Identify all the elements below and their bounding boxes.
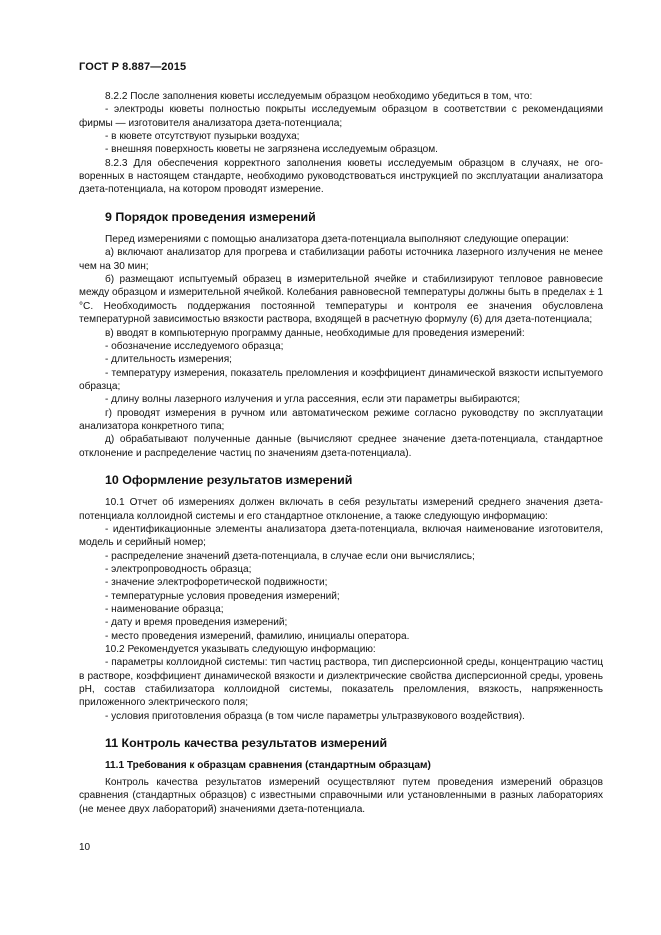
paragraph: в) вводят в компьютерную программу данные, необходимые для проведения измерений:: [105, 327, 525, 339]
list-item: - длительность измерения;: [105, 354, 232, 366]
list-item: - длину волны лазерного излучения и угла рассеяния, если эти параметры выбираются;: [105, 394, 521, 406]
paragraph: 10.1 Отчет об измерениях должен включать в себя результаты измерений среднего значения дзета-потенциала коллоидной системы и его стандартное отклонение, а также следующую информацию:: [79, 497, 603, 522]
paragraph: 10.2 Рекомендуется указывать следующую информацию:: [105, 644, 376, 656]
paragraph: б) размещают испытуемый образец в измерительной ячейке и стабилизируют тепловое равновесие между образцом и измерительной ячейкой. Колебания равновесной температуры должны быть в пределах ± 1 °С. Необходимость поддержания постоянной температуры и контроля ее значения обусловлена температурной зависимостью вязкости раствора, входящей в расчетную формулу (6) для дзета-потенциала;: [79, 274, 603, 326]
subsection-heading: 11.1 Требования к образцам сравнения (стандартным образцам): [105, 760, 431, 772]
section-heading: 10 Оформление результатов измерений: [105, 472, 353, 487]
list-item: - условия приготовления образца (в том числе параметры ультразвукового воздействия).: [105, 710, 525, 722]
paragraph: г) проводят измерения в ручном или автоматическом режиме согласно руководству по эксплуатации анализатора конкретного типа;: [79, 407, 603, 432]
paragraph: д) обрабатывают полученные данные (вычисляют среднее значение дзета-потенциала, стандартное отклонение и распределение частиц по значениям дзета-потенциала).: [79, 434, 603, 459]
list-item: - температуру измерения, показатель преломления и коэффициент динамической вязкости испытуемого образца;: [79, 367, 603, 392]
list-item: - электропроводность образца;: [105, 564, 252, 575]
list-item: - наименование образца;: [105, 604, 224, 616]
section-heading: 9 Порядок проведения измерений: [105, 209, 316, 224]
paragraph: 8.2.3 Для обеспечения корректного заполнения кюветы исследуемым образцом в случаях, не оговоренных в настоящем стандарте, необходимо руководствоваться инструкцией по эксплуатации анализатора дзета-потенциала, на котором проводят измерение.: [79, 157, 603, 196]
section-heading: 11 Контроль качества результатов измерений: [105, 736, 388, 751]
paragraph: а) включают анализатор для прогрева и стабилизации работы источника лазерного излучения не менее чем на 30 мин;: [79, 247, 603, 272]
paragraph: Контроль качества результатов измерений осуществляют путем проведения измерений образцов сравнения (стандартных образцов) с известными справочными или установленными в разных лабораториях (не менее двух лабораторий) значениями дзета-потенциала.: [79, 776, 603, 815]
document-body: [79, 90, 603, 816]
list-item: - распределение значений дзета-потенциала, в случае если они вычислялись;: [105, 550, 475, 562]
page-number: 10: [79, 842, 91, 853]
list-item: - обозначение исследуемого образца;: [105, 340, 284, 352]
list-item: - внешняя поверхность кюветы не загрязнена исследуемым образцом.: [105, 144, 438, 156]
paragraph: 8.2.2 После заполнения кюветы исследуемым образцом необходимо убедиться в том, что:: [105, 91, 533, 102]
list-item: - значение электрофоретической подвижности;: [105, 577, 328, 589]
paragraph: Перед измерениями с помощью анализатора дзета-потенциала выполняют следующие операции:: [105, 234, 569, 246]
list-item: - идентификационные элементы анализатора дзета-потенциала, включая наименование изготовителя, модель и серийный номер;: [79, 523, 603, 549]
document-header: ГОСТ Р 8.887—2015: [79, 61, 187, 73]
list-item: - дату и время проведения измерений;: [105, 617, 288, 629]
list-item: - в кювете отсутствуют пузырьки воздуха;: [105, 131, 300, 143]
list-item: - параметры коллоидной системы: тип частиц раствора, тип дисперсионной среды, концентрацию частиц в растворе, коэффициент динамической вязкости и диэлектрические свойства дисперсионной среды, уровень рН, состав стабилизатора коллоидной системы, показатель преломления, вязкость, напряженность приложенного электрического поля;: [79, 657, 603, 709]
list-item: - место проведения измерений, фамилию, инициалы оператора.: [105, 630, 410, 642]
list-item: - температурные условия проведения измерений;: [105, 590, 340, 602]
list-item: - электроды кюветы полностью покрыты исследуемым образцом в соответствии с рекомендациями фирмы — изготовителя анализатора дзета-потенциала;: [79, 104, 603, 129]
